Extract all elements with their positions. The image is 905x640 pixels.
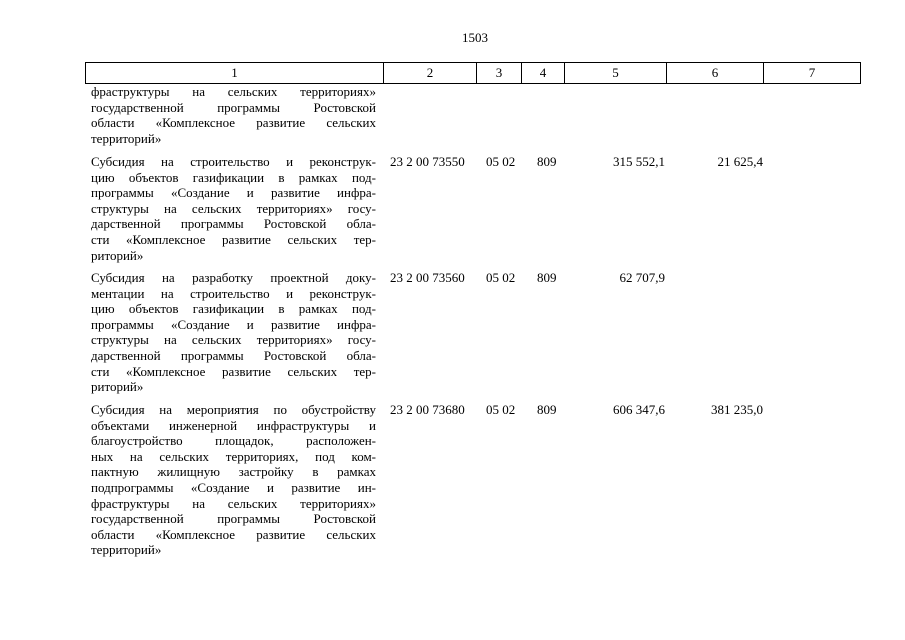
csr-code: 23 2 00 73560 bbox=[390, 270, 465, 285]
description-line: структуры на сельских территориях» госу- bbox=[91, 332, 376, 348]
description-line: государственной программы Ростовской bbox=[91, 511, 376, 527]
row-description bbox=[91, 402, 376, 558]
description-line: территорий» bbox=[91, 130, 162, 146]
column-header-4: 4 bbox=[522, 63, 565, 84]
description-line: государственной программы Ростовской bbox=[91, 99, 376, 115]
column-header-7: 7 bbox=[764, 63, 861, 84]
description-line: Субсидия на строительство и реконструк- bbox=[91, 154, 376, 169]
description-line: объектами инженерной инфраструктуры и bbox=[91, 417, 376, 433]
description-line: ментации на строительство и реконструк- bbox=[91, 285, 376, 301]
column-header-table bbox=[85, 62, 861, 84]
description-line: сти «Комплексное развитие сельских тер- bbox=[91, 231, 376, 247]
description-line: риторий» bbox=[91, 247, 144, 263]
column-header-5: 5 bbox=[565, 63, 667, 84]
description-line: программы «Создание и развитие инфра- bbox=[91, 316, 376, 332]
amount-col-6: 21 625,4 bbox=[717, 154, 763, 169]
csr-code: 23 2 00 73680 bbox=[390, 402, 465, 417]
description-line: сти «Комплексное развитие сельских тер- bbox=[91, 363, 376, 379]
description-line: области «Комплексное развитие сельских bbox=[91, 526, 376, 542]
expense-type-code: 809 bbox=[537, 270, 557, 285]
description-line: подпрограммы «Создание и развитие ин- bbox=[91, 479, 376, 495]
section-code: 05 02 bbox=[486, 154, 516, 169]
description-line: территорий» bbox=[91, 542, 162, 558]
column-header-2: 2 bbox=[384, 63, 477, 84]
description-line: Субсидия на разработку проектной доку- bbox=[91, 270, 376, 285]
description-line: области «Комплексное развитие сельских bbox=[91, 115, 376, 131]
column-header-6: 6 bbox=[667, 63, 764, 84]
description-line: цию объектов газификации в рамках под- bbox=[91, 169, 376, 185]
description-line: фраструктуры на сельских территориях» bbox=[91, 495, 376, 511]
description-line: дарственной программы Ростовской обла- bbox=[91, 347, 376, 363]
description-line: дарственной программы Ростовской обла- bbox=[91, 216, 376, 232]
description-line: пактную жилищную застройку в рамках bbox=[91, 464, 376, 480]
column-header-3: 3 bbox=[477, 63, 522, 84]
description-line: программы «Создание и развитие инфра- bbox=[91, 185, 376, 201]
amount-col-5: 315 552,1 bbox=[613, 154, 665, 169]
page-number: 1503 bbox=[462, 30, 488, 45]
description-line: фраструктуры на сельских территориях» bbox=[91, 84, 376, 99]
description-line: цию объектов газификации в рамках под- bbox=[91, 301, 376, 317]
column-header-row bbox=[86, 63, 861, 84]
description-line: Субсидия на мероприятия по обустройству bbox=[91, 402, 376, 417]
amount-col-5: 62 707,9 bbox=[619, 270, 665, 285]
description-line: структуры на сельских территориях» госу- bbox=[91, 200, 376, 216]
section-code: 05 02 bbox=[486, 402, 516, 417]
row-description bbox=[91, 84, 376, 146]
expense-type-code: 809 bbox=[537, 402, 557, 417]
row-description bbox=[91, 270, 376, 395]
column-header-1: 1 bbox=[86, 63, 384, 84]
description-line: ных на сельских территориях, под ком- bbox=[91, 448, 376, 464]
amount-col-5: 606 347,6 bbox=[613, 402, 665, 417]
description-line: благоустройство площадок, расположен- bbox=[91, 433, 376, 449]
amount-col-6: 381 235,0 bbox=[711, 402, 763, 417]
description-line: риторий» bbox=[91, 379, 144, 395]
row-description bbox=[91, 154, 376, 263]
expense-type-code: 809 bbox=[537, 154, 557, 169]
section-code: 05 02 bbox=[486, 270, 516, 285]
csr-code: 23 2 00 73550 bbox=[390, 154, 465, 169]
